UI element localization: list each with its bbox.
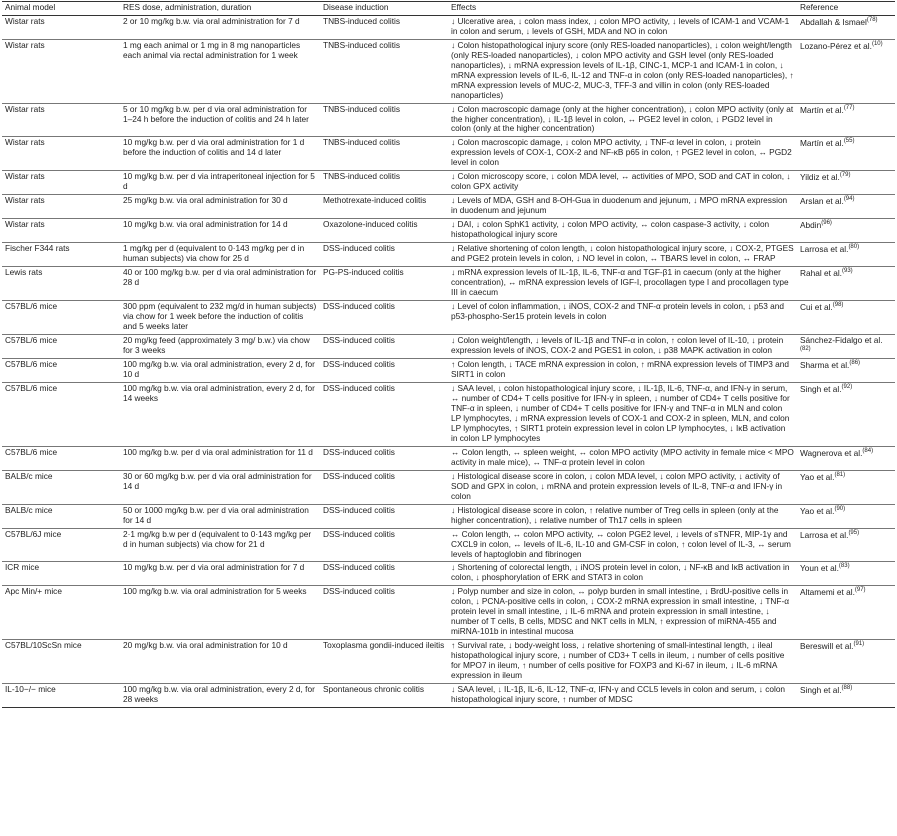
res-dose-cell: 100 mg/kg b.w. via oral administration for 5 weeks [120, 586, 320, 640]
disease-induction-cell: Spontaneous chronic colitis [320, 683, 448, 707]
reference-author: Martín et al. [800, 138, 844, 149]
res-dose-cell: 30 or 60 mg/kg b.w. per d via oral administration for 14 d [120, 470, 320, 504]
disease-induction-cell: TNBS-induced colitis [320, 137, 448, 171]
reference-number: (86) [849, 360, 861, 367]
animal-model-cell: C57BL/6 mice [2, 383, 120, 447]
effects-cell: ↓ Colon histopathological injury score (only RES-loaded nanoparticles), ↓ colon weight/length (only RES-loaded nanoparticles), ↓ colon MPO activity and GSH level (only RES-loaded nanoparticles), ↓ mRNA expression levels of IL-1β, CINC-1, MCP-1 and ICAM-1 in colon, ↓ mRNA expression levels of IL-6, IL-12 and TNF-α in colon (only RES-loaded nanoparticles), ↑ mRNA expression levels of MUC-2, MUC-3, TFF-3 and villin in colon (only RES-loaded nanoparticles) [448, 39, 797, 103]
table-row [2, 562, 895, 586]
res-dose-cell: 2·1 mg/kg b.w per d (equivalent to 0·143 mg/kg per d in human subjects) via chow for 21 d [120, 528, 320, 562]
reference-number: (93) [841, 267, 853, 274]
effects-cell: ↓ Relative shortening of colon length, ↓ colon histopathological injury score, ↓ COX-2, PTGES and PGE2 protein levels in colon, ↓ NO level in colon, ↔ TBARS level in colon, ↔ FRAP [448, 243, 797, 267]
reference-number: (81) [834, 471, 846, 478]
reference-author: Yildiz et al. [800, 172, 840, 183]
table-row [2, 359, 895, 383]
res-dose-cell: 1 mg each animal or 1 mg in 8 mg nanoparticles each animal via rectal administration for 1 week [120, 39, 320, 103]
reference-author: Sánchez-Fidalgo et al. [800, 334, 883, 345]
effects-cell: ↓ Level of colon inflammation, ↓ iNOS, COX-2 and TNF-α protein levels in colon, ↓ p53 and p53-phospho-Ser15 protein levels in colon [448, 300, 797, 334]
effects-cell: ↓ mRNA expression levels of IL-1β, IL-6, TNF-α and TGF-β1 in caecum (only at the higher concentration), ↔ mRNA expression levels of IGF-I, procollagen type I and procollagen type III in caecum [448, 266, 797, 300]
reference-number: (55) [843, 138, 855, 145]
reference-number: (98) [832, 301, 844, 308]
disease-induction-cell: DSS-induced colitis [320, 334, 448, 359]
disease-induction-cell: Oxazolone-induced colitis [320, 219, 448, 243]
table-row [2, 103, 895, 137]
reference-author: Larrosa et al. [800, 529, 849, 540]
disease-induction-cell: DSS-induced colitis [320, 446, 448, 470]
res-dose-cell: 1 mg/kg per d (equivalent to 0·143 mg/kg per d in human subjects) via chow for 25 d [120, 243, 320, 267]
disease-induction-cell: DSS-induced colitis [320, 300, 448, 334]
reference-author: Lozano-Pérez et al. [800, 40, 872, 51]
header-res-dose: RES dose, administration, duration [120, 2, 320, 16]
reference-author: Youn et al. [800, 563, 839, 574]
animal-model-cell: Apc Min/+ mice [2, 586, 120, 640]
effects-cell: ↓ DAI, ↓ colon SphK1 activity, ↓ colon MPO activity, ↔ colon caspase-3 activity, ↓ colon histopathological injury score [448, 219, 797, 243]
reference-number: (83) [838, 563, 850, 570]
res-dose-cell: 100 mg/kg b.w. via oral administration, every 2 d, for 14 weeks [120, 383, 320, 447]
reference-cell [797, 683, 895, 707]
reference-cell [797, 243, 895, 267]
res-dose-cell: 10 mg/kg b.w. per d via oral administration for 1 d before the induction of colitis and 14 d later [120, 137, 320, 171]
table-row [2, 39, 895, 103]
table-row [2, 640, 895, 684]
header-animal-model: Animal model [2, 2, 120, 16]
reference-author: Yao et al. [800, 471, 835, 482]
effects-cell: ↓ Polyp number and size in colon, ↔ polyp burden in small intestine, ↓ BrdU-positive cells in colon, ↓ PCNA-positive cells in colon, ↓ COX-2 mRNA expression in small intestine, ↓ TNF-α protein level in small intestine, ↓ IL-6 mRNA and protein expression in small intestine, ↓ number of T cells, B cells, MDSC and NKT cells in MLN, ↑ expression of miRNA-455 and miRNA-101b in intestinal mucosa [448, 586, 797, 640]
res-dose-cell: 2 or 10 mg/kg b.w. via oral administration for 7 d [120, 15, 320, 39]
reference-cell [797, 334, 895, 359]
res-dose-cell: 100 mg/kg b.w. per d via oral administration for 11 d [120, 446, 320, 470]
animal-model-cell: Wistar rats [2, 137, 120, 171]
disease-induction-cell: DSS-induced colitis [320, 243, 448, 267]
res-dose-cell: 100 mg/kg b.w. via oral administration, every 2 d, for 10 d [120, 359, 320, 383]
reference-number: (91) [853, 641, 865, 648]
table-row [2, 266, 895, 300]
reference-author: Bereswill et al. [800, 640, 854, 651]
reference-number: (88) [841, 684, 853, 691]
table-body [2, 15, 895, 707]
animal-model-cell: C57BL/10ScSn mice [2, 640, 120, 684]
res-dose-cell: 20 mg/kg b.w. via oral administration for 10 d [120, 640, 320, 684]
disease-induction-cell: TNBS-induced colitis [320, 39, 448, 103]
animal-model-cell: IL-10−/− mice [2, 683, 120, 707]
header-effects: Effects [448, 2, 797, 16]
effects-cell: ↑ Survival rate, ↓ body-weight loss, ↓ relative shortening of small-intestinal length, ↓ ileal histopathological injury score, ↓ number of CD3+ T cells in ileum, ↓ number of cells positive for MPO7 in ileum, ↑ number of cells positive for FOXP3 and Ki-67 in ileum, ↓ IL-6 mRNA expression in ileum [448, 640, 797, 684]
reference-number: (95) [848, 529, 860, 536]
reference-number: (94) [843, 196, 855, 203]
table-row [2, 334, 895, 359]
table-row [2, 137, 895, 171]
res-dose-cell: 20 mg/kg feed (approximately 3 mg/ b.w.) via chow for 3 weeks [120, 334, 320, 359]
animal-model-cell: C57BL/6 mice [2, 300, 120, 334]
table-row [2, 219, 895, 243]
animal-model-cell: C57BL/6J mice [2, 528, 120, 562]
reference-cell [797, 103, 895, 137]
reference-author: Arslan et al. [800, 195, 844, 206]
table-row [2, 195, 895, 219]
resveratrol-effects-table [2, 1, 895, 708]
reference-author: Larrosa et al. [800, 243, 849, 254]
header-reference: Reference [797, 2, 895, 16]
reference-author: Abdallah & Ismael [800, 16, 867, 27]
reference-cell [797, 195, 895, 219]
disease-induction-cell: TNBS-induced colitis [320, 15, 448, 39]
effects-cell: ↓ SAA level, ↓ IL-1β, IL-6, IL-12, TNF-α, IFN-γ and CCL5 levels in colon and serum, ↓ colon histopathological injury score, ↑ number of MDSC [448, 683, 797, 707]
table-row [2, 586, 895, 640]
table-row [2, 683, 895, 707]
animal-model-cell: Lewis rats [2, 266, 120, 300]
table-row [2, 300, 895, 334]
reference-cell [797, 640, 895, 684]
reference-cell [797, 470, 895, 504]
effects-cell: ↓ Colon weight/length, ↓ levels of IL-1β and TNF-α in colon, ↑ colon level of IL-10, ↓ protein expression levels of iNOS, COX-2 and PGES1 in colon, ↓ p38 MAPK activation in colon [448, 334, 797, 359]
header-disease-induction: Disease induction [320, 2, 448, 16]
disease-induction-cell: TNBS-induced colitis [320, 171, 448, 195]
disease-induction-cell: PG-PS-induced colitis [320, 266, 448, 300]
disease-induction-cell: DSS-induced colitis [320, 383, 448, 447]
res-dose-cell: 5 or 10 mg/kg b.w. per d via oral administration for 1–24 h before the induction of colitis and 24 h later [120, 103, 320, 137]
animal-model-cell: C57BL/6 mice [2, 359, 120, 383]
res-dose-cell: 100 mg/kg b.w. via oral administration, every 2 d, for 28 weeks [120, 683, 320, 707]
reference-number: (77) [843, 104, 855, 111]
reference-cell [797, 171, 895, 195]
effects-cell: ↓ Levels of MDA, GSH and 8-OH-Gua in duodenum and jejunum, ↓ MPO mRNA expression in duodenum and jejunum [448, 195, 797, 219]
res-dose-cell: 10 mg/kg b.w. per d via intraperitoneal injection for 5 d [120, 171, 320, 195]
res-dose-cell: 25 mg/kg b.w. via oral administration for 30 d [120, 195, 320, 219]
disease-induction-cell: DSS-induced colitis [320, 562, 448, 586]
effects-cell: ↓ Colon microscopy score, ↓ colon MDA level, ↔ activities of MPO, SOD and CAT in colon, ↓ colon GPX activity [448, 171, 797, 195]
reference-author: Yao et al. [800, 505, 835, 516]
reference-author: Cui et al. [800, 301, 833, 312]
reference-cell [797, 39, 895, 103]
disease-induction-cell: DSS-induced colitis [320, 528, 448, 562]
reference-author: Wagnerova et al. [800, 447, 863, 458]
animal-model-cell: Fischer F344 rats [2, 243, 120, 267]
table-row [2, 383, 895, 447]
res-dose-cell: 10 mg/kg b.w. via oral administration for 14 d [120, 219, 320, 243]
reference-author: Abdin [800, 219, 822, 230]
reference-cell [797, 586, 895, 640]
table-row [2, 504, 895, 528]
reference-number: (10) [871, 40, 883, 47]
disease-induction-cell: DSS-induced colitis [320, 586, 448, 640]
reference-number: (78) [866, 16, 878, 23]
effects-cell: ↓ Ulcerative area, ↓ colon mass index, ↓ colon MPO activity, ↓ levels of ICAM-1 and VCAM-1 in colon and serum, ↓ levels of GSH, MDA and NO in colon [448, 15, 797, 39]
table-row [2, 446, 895, 470]
reference-number: (79) [839, 172, 851, 179]
reference-author: Rahal et al. [800, 267, 842, 278]
animal-model-cell: Wistar rats [2, 219, 120, 243]
animal-model-cell: Wistar rats [2, 39, 120, 103]
table-header [2, 2, 895, 16]
reference-number: (92) [841, 384, 853, 391]
table-row [2, 15, 895, 39]
reference-cell [797, 219, 895, 243]
reference-cell [797, 562, 895, 586]
animal-model-cell: Wistar rats [2, 15, 120, 39]
effects-cell: ↓ Colon macroscopic damage (only at the higher concentration), ↓ colon MPO activity (only at the higher concentration), ↓ IL-1β level in colon, ↔ PGE2 level in colon, ↓ PGD2 level in colon (only at the higher concentration) [448, 103, 797, 137]
disease-induction-cell: DSS-induced colitis [320, 359, 448, 383]
reference-cell [797, 359, 895, 383]
reference-author: Martín et al. [800, 104, 844, 115]
res-dose-cell: 10 mg/kg b.w. per d via oral administration for 7 d [120, 562, 320, 586]
reference-author: Singh et al. [800, 383, 842, 394]
effects-cell: ↓ Shortening of colorectal length, ↓ iNOS protein level in colon, ↓ NF-κB and IκB activation in colon, ↓ phosphorylation of ERK and STAT3 in colon [448, 562, 797, 586]
reference-cell [797, 137, 895, 171]
disease-induction-cell: DSS-induced colitis [320, 504, 448, 528]
res-dose-cell: 40 or 100 mg/kg b.w. per d via oral administration for 28 d [120, 266, 320, 300]
effects-cell: ↓ SAA level, ↓ colon histopathological injury score, ↓ IL-1β, IL-6, TNF-α, and IFN-γ in serum, ↔ number of CD4+ T cells positive for IFN-γ in spleen, ↓ number of CD4+ T cells positive for TNF-α in spleen, ↓ number of CD4+ T cells positive for IFN-γ and TNF-α in MLN and colon LP lymphocytes, ↓ mRNA expression levels of COX-1 and COX-2 in spleen, MLN, and colon LP lymphocytes, ↑ SIRT1 protein expression level in colon LP lymphocytes, ↓ IκB activation in colon LP lymphocytes [448, 383, 797, 447]
effects-cell: ↓ Histological disease score in colon, ↓ colon MDA level, ↓ colon MPO activity, ↓ activity of SOD and GPX in colon, ↓ mRNA and protein expression levels of IL-8, TNF-α and IFN-γ in colon [448, 470, 797, 504]
reference-cell [797, 504, 895, 528]
disease-induction-cell: TNBS-induced colitis [320, 103, 448, 137]
animal-model-cell: Wistar rats [2, 195, 120, 219]
reference-number: (84) [862, 447, 874, 454]
effects-cell: ↔ Colon length, ↔ colon MPO activity, ↔ colon PGE2 level, ↓ levels of sTNFR, MIP-1γ and CXCL9 in colon, ↔ levels of IL-6, IL-10 and GM-CSF in colon, ↑ colon level of IL-3, ↔ serum levels of haptoglobin and fibrinogen [448, 528, 797, 562]
table-row [2, 528, 895, 562]
reference-cell [797, 300, 895, 334]
animal-model-cell: C57BL/6 mice [2, 334, 120, 359]
reference-cell [797, 446, 895, 470]
animal-model-cell: C57BL/6 mice [2, 446, 120, 470]
reference-number: (80) [848, 244, 860, 251]
effects-cell: ↔ Colon length, ↔ spleen weight, ↔ colon MPO activity (MPO activity in female mice < MPO activity in male mice), ↔ TNF-α protein level in colon [448, 446, 797, 470]
animal-model-cell: BALB/c mice [2, 504, 120, 528]
disease-induction-cell: Methotrexate-induced colitis [320, 195, 448, 219]
reference-author: Singh et al. [800, 684, 842, 695]
reference-number: (96) [821, 220, 832, 227]
reference-cell [797, 528, 895, 562]
effects-cell: ↓ Colon macroscopic damage, ↓ colon MPO activity, ↓ TNF-α level in colon, ↓ protein expression levels of COX-1, COX-2 and NF-κB p65 in colon, ↑ PGE2 level in colon, ↔ PGD2 level in colon [448, 137, 797, 171]
disease-induction-cell: DSS-induced colitis [320, 470, 448, 504]
table-row [2, 470, 895, 504]
reference-author: Sharma et al. [800, 360, 850, 371]
reference-cell [797, 383, 895, 447]
reference-number: (82) [800, 345, 811, 352]
reference-cell [797, 15, 895, 39]
reference-number: (90) [834, 505, 846, 512]
res-dose-cell: 300 ppm (equivalent to 232 mg/d in human subjects) via chow for 1 week before the induction of colitis and 5 weeks later [120, 300, 320, 334]
effects-cell: ↑ Colon length, ↓ TACE mRNA expression in colon, ↑ mRNA expression levels of TIMP3 and SIRT1 in colon [448, 359, 797, 383]
effects-cell: ↓ Histological disease score in colon, ↑ relative number of Treg cells in spleen (only at the higher concentration), ↓ relative number of Th17 cells in spleen [448, 504, 797, 528]
reference-cell [797, 266, 895, 300]
header-row [2, 2, 895, 16]
disease-induction-cell: Toxoplasma gondii-induced ileitis [320, 640, 448, 684]
animal-model-cell: BALB/c mice [2, 470, 120, 504]
table-row [2, 243, 895, 267]
animal-model-cell: Wistar rats [2, 103, 120, 137]
res-dose-cell: 50 or 1000 mg/kg b.w. per d via oral administration for 14 d [120, 504, 320, 528]
reference-author: Altamemi et al. [800, 587, 855, 598]
reference-number: (97) [854, 587, 866, 594]
animal-model-cell: ICR mice [2, 562, 120, 586]
table-row [2, 171, 895, 195]
animal-model-cell: Wistar rats [2, 171, 120, 195]
